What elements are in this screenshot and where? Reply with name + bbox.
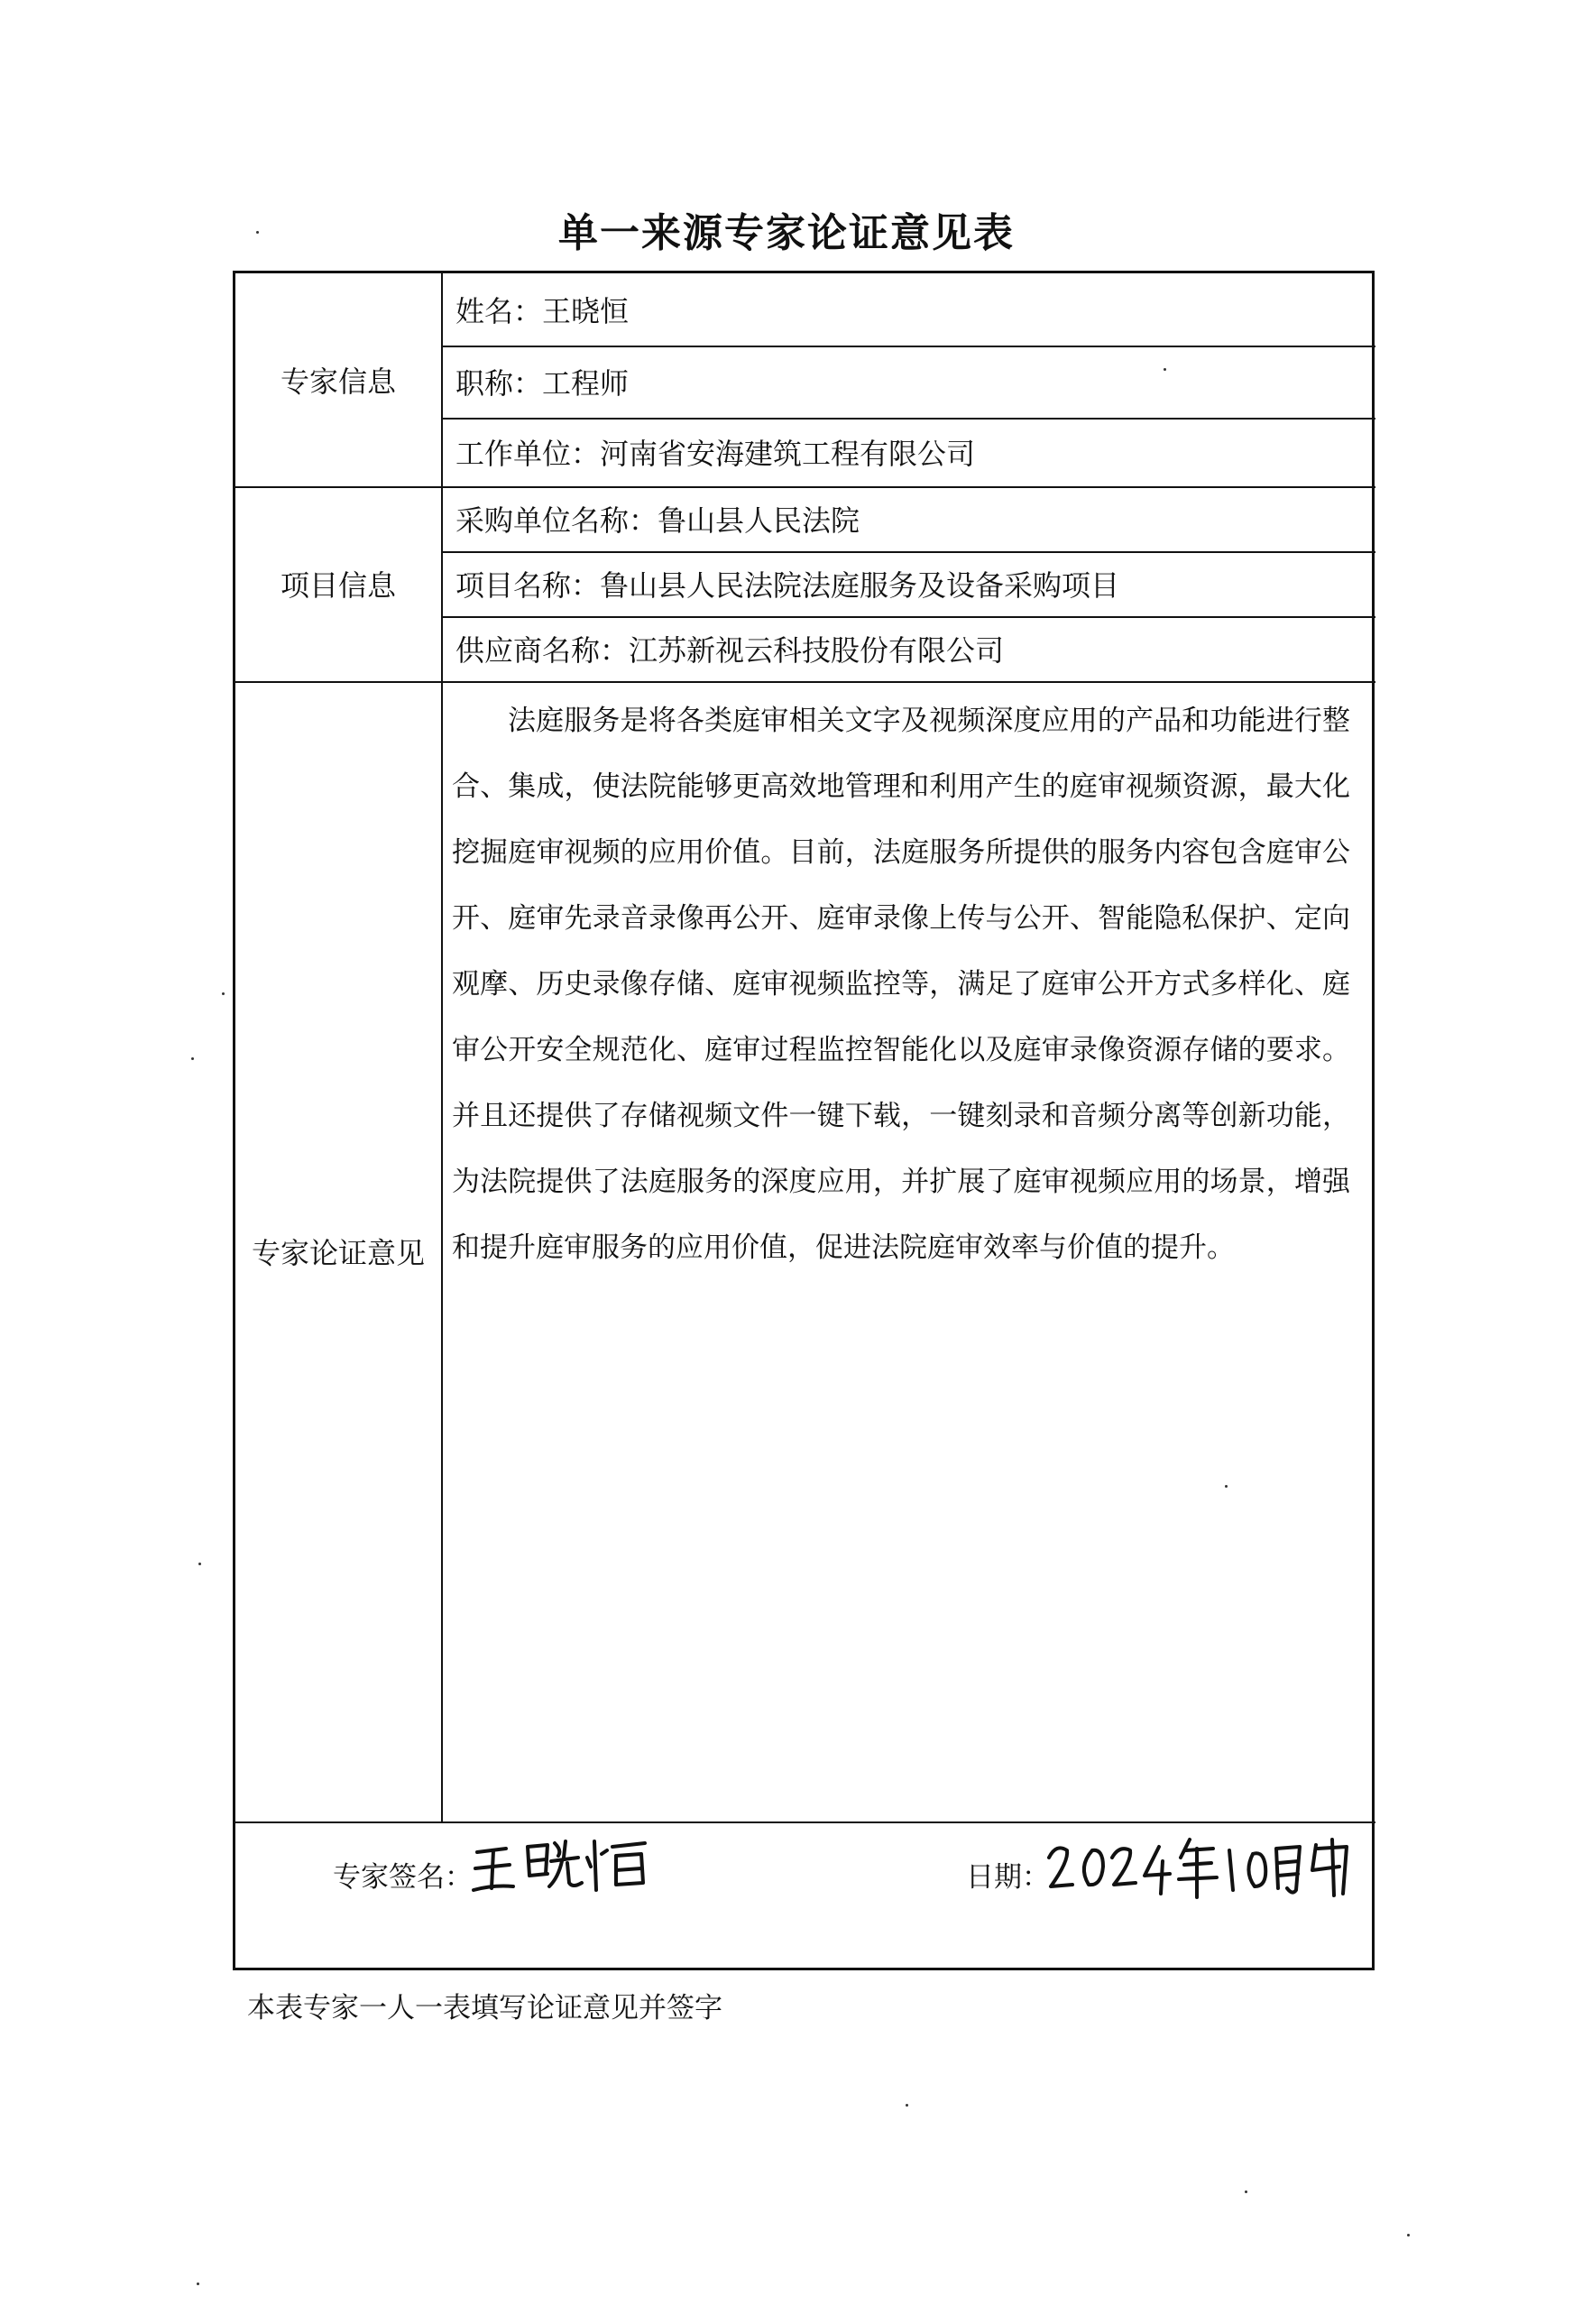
scan-speck (906, 2104, 908, 2107)
purchaser-name: 采购单位名称：鲁山县人民法院 (455, 503, 860, 538)
scan-speck (222, 992, 225, 995)
supplier-name: 供应商名称：江苏新视云科技股份有限公司 (455, 633, 1005, 668)
opinion-text: 法庭服务是将各类庭审相关文字及视频深度应用的产品和功能进行整合、集成，使法院能够更高效地管理和利用产生的庭审视频资源，最大化挖掘庭审视频的应用价值。目前，法庭服务所提供的服务内容包含庭审公开、庭审先录音录像再公开、庭审录像上传与公开、智能隐私保护、定向观摩、历史录像存储、庭审视频监控等，满足了庭审公开方式多样化、庭审公开安全规范化、庭审过程监控智能化以及庭审录像资源存储的要求。并且还提供了存储视频文件一键下载，一键刻录和音频分离等创新功能，为法院提供了法庭服务的深度应用，并扩展了庭审视频应用的场景，增强和提升庭审服务的应用价值，促进法院庭审效率与价值的提升。 (452, 705, 1350, 1264)
expert-name: 姓名：王晓恒 (455, 294, 630, 328)
expert-position: 职称：工程师 (455, 366, 630, 401)
scan-speck (1164, 368, 1166, 371)
project-info-label: 项目信息 (280, 568, 396, 603)
scan-speck (198, 1563, 201, 1565)
project-name: 项目名称：鲁山县人民法院法庭服务及设备采购项目 (455, 568, 1120, 603)
date-label: 日期： (966, 1861, 1050, 1894)
opinion-label: 专家论证意见 (251, 1236, 425, 1270)
footnote: 本表专家一人一表填写论证意见并签字 (247, 1992, 722, 2024)
signature-label: 专家签名： (333, 1861, 473, 1894)
scan-speck (197, 2282, 199, 2285)
form-title: 单一来源专家论证意见表 (558, 210, 1015, 256)
scan-speck (1225, 1485, 1228, 1488)
expert-info-label: 专家信息 (280, 364, 396, 399)
handwritten-date (1045, 1831, 1352, 1906)
scan-speck (256, 231, 259, 234)
scan-speck (1407, 2234, 1410, 2236)
label-column-divider (441, 273, 443, 1821)
form-table (233, 271, 1375, 1970)
expert-organization: 工作单位：河南省安海建筑工程有限公司 (455, 437, 976, 471)
handwritten-signature (472, 1834, 652, 1901)
scan-speck (191, 1057, 194, 1060)
section-divider (235, 1821, 1375, 1823)
scan-speck (1245, 2190, 1247, 2193)
